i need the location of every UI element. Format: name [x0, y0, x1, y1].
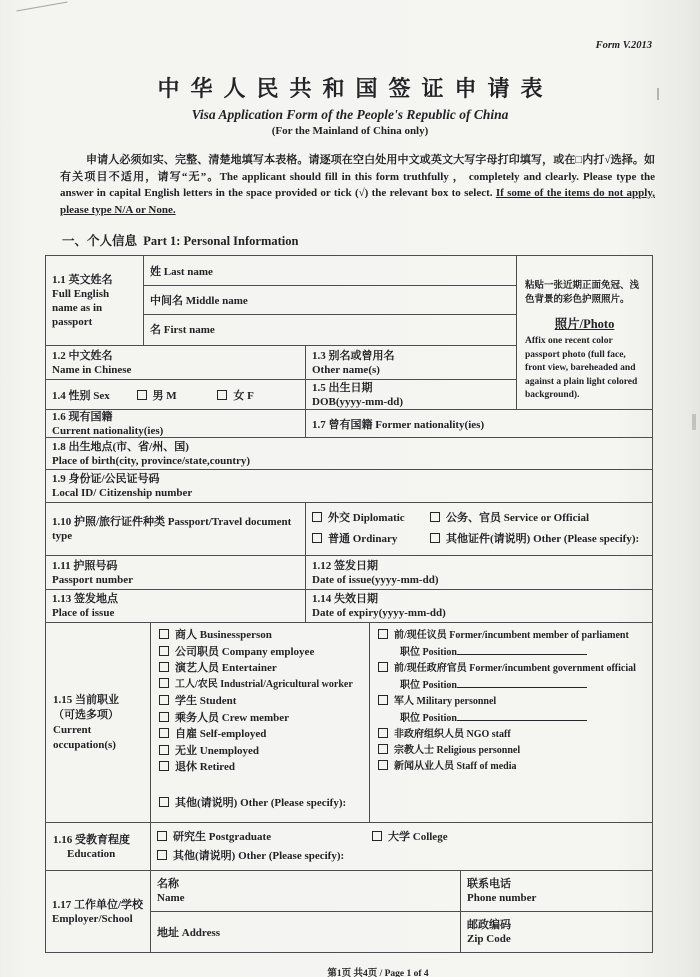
- military-position-field: 职位 Position: [378, 710, 646, 727]
- self-employed-checkbox-icon[interactable]: [159, 728, 169, 738]
- employer-phone-label-en: Phone number: [467, 892, 537, 904]
- field-1-3-label-cn: 1.3 别名或曾用名: [312, 349, 395, 362]
- company-employee-checkbox-icon[interactable]: [159, 646, 169, 656]
- field-1-16-label-cn: 1.16 受教育程度: [53, 833, 130, 846]
- field-1-9-label-en: Local ID/ Citizenship number: [52, 487, 193, 499]
- position-input-line[interactable]: [457, 644, 587, 655]
- scan-artifact: [657, 88, 659, 100]
- employer-zip-cell[interactable]: [460, 912, 652, 952]
- education-options: [150, 823, 652, 870]
- option-industrial-worker[interactable]: 工人/农民 Industrial/Agricultural worker: [159, 677, 365, 694]
- employer-name-cell[interactable]: [151, 871, 460, 911]
- postgraduate-checkbox-icon[interactable]: [157, 831, 167, 841]
- employer-address-label: 地址 Address: [157, 927, 221, 939]
- field-1-15-label-en2: occupation(s): [53, 738, 116, 751]
- crew-member-checkbox-icon[interactable]: [159, 712, 169, 722]
- middle-name-label: 中间名 Middle name: [150, 295, 248, 307]
- option-college[interactable]: 大学 College: [372, 830, 448, 845]
- field-1-8-label-cn: 1.8 出生地点(市、省/州、国): [52, 440, 189, 453]
- instructions-na-note: If some of the items do not apply, please type N/A or None.: [60, 187, 655, 216]
- sex-cell: [46, 380, 305, 409]
- field-1-17-label-cn: 1.17 工作单位/学校: [52, 898, 144, 911]
- option-postgraduate[interactable]: 研究生 Postgraduate: [157, 830, 372, 845]
- photo-note-en: Affix one recent color passport photo (full face, front view, bareheaded and against a plain light colored background).: [525, 336, 638, 400]
- passport-number-cell[interactable]: [46, 556, 305, 589]
- scan-artifact: [692, 414, 696, 430]
- option-ngo-staff[interactable]: 非政府组织人员 NGO staff: [378, 727, 646, 743]
- document-type-options: [305, 503, 652, 555]
- personal-info-table: [45, 255, 653, 953]
- option-other-occupation[interactable]: 其他(请说明) Other (Please specify):: [159, 795, 365, 812]
- option-member-of-parliament[interactable]: 前/现任议员 Former/incumbent member of parliament: [378, 628, 646, 644]
- name-chinese-cell[interactable]: [46, 346, 305, 379]
- other-education-checkbox-icon[interactable]: [157, 850, 167, 860]
- male-checkbox-icon[interactable]: [137, 390, 147, 400]
- date-of-expiry-cell[interactable]: [305, 590, 652, 622]
- field-1-12-label-en: Date of issue(yyyy-mm-dd): [312, 573, 439, 586]
- parliament-checkbox-icon[interactable]: [378, 629, 388, 639]
- field-1-5-label-cn: 1.5 出生日期: [312, 381, 373, 394]
- option-crew-member[interactable]: 乘务人员 Crew member: [159, 710, 365, 727]
- field-1-17-label-en: Employer/School: [52, 912, 133, 925]
- field-1-14-label-en: Date of expiry(yyyy-mm-dd): [312, 607, 446, 619]
- entertainer-checkbox-icon[interactable]: [159, 662, 169, 672]
- media-checkbox-icon[interactable]: [378, 760, 388, 770]
- employer-phone-cell[interactable]: [460, 871, 652, 911]
- last-name-label: 姓 Last name: [150, 265, 213, 278]
- page-number: 第1页 共4页 / Page 1 of 4: [327, 969, 429, 977]
- field-1-4-label: 1.4 性别 Sex: [52, 389, 110, 402]
- field-1-14-label-cn: 1.14 失效日期: [312, 593, 378, 605]
- ordinary-checkbox-icon[interactable]: [312, 533, 322, 543]
- former-nationality-cell[interactable]: [305, 410, 652, 437]
- place-of-birth-cell[interactable]: [46, 438, 652, 469]
- employer-zip-label-en: Zip Code: [467, 933, 511, 945]
- option-staff-of-media[interactable]: 新闻从业人员 Staff of media: [378, 759, 646, 775]
- position-input-line[interactable]: [457, 677, 587, 688]
- field-1-15-label-cn2: （可选多项）: [53, 708, 119, 721]
- option-businessperson[interactable]: 商人 Businessperson: [159, 627, 365, 644]
- option-unemployed[interactable]: 无业 Unemployed: [159, 743, 365, 760]
- field-1-16-label-en: Education: [67, 847, 116, 860]
- option-company-employee[interactable]: 公司职员 Company employee: [159, 644, 365, 661]
- field-1-1-label-cn: 1.1 英文姓名: [52, 273, 113, 286]
- filling-instructions: [60, 152, 655, 218]
- field-1-2-label-cn: 1.2 中文姓名: [52, 349, 113, 362]
- religious-checkbox-icon[interactable]: [378, 744, 388, 754]
- instructions-english: The applicant should fill in this form truthfully ， completely and clearly. Please type the answer in capital English letters in the space provided or tick (√) the relevant box to select.: [60, 170, 655, 199]
- dob-cell[interactable]: [305, 380, 516, 409]
- other-names-cell[interactable]: [305, 346, 516, 379]
- employer-name-label-en: Name: [157, 892, 185, 904]
- field-1-15-label-en1: Current: [53, 723, 92, 736]
- student-checkbox-icon[interactable]: [159, 695, 169, 705]
- option-religious-personnel[interactable]: 宗教人士 Religious personnel: [378, 743, 646, 759]
- form-version-label: Form V.2013: [595, 40, 652, 51]
- field-1-6-label-en: Current nationality(ies): [52, 424, 164, 437]
- field-1-17-label: [46, 871, 150, 952]
- field-1-13-label-en: Place of issue: [52, 607, 115, 619]
- first-name-cell[interactable]: [144, 314, 516, 343]
- form-title-chinese: 中华人民共和国签证申请表: [157, 76, 554, 101]
- official-position-field: 职位 Position: [378, 677, 646, 694]
- position-input-line[interactable]: [457, 710, 587, 721]
- sex-male-option[interactable]: [137, 390, 177, 402]
- first-name-label: 名 First name: [150, 324, 215, 336]
- date-of-issue-cell[interactable]: [305, 556, 652, 589]
- industrial-worker-checkbox-icon[interactable]: [159, 678, 169, 688]
- field-1-2-label-en: Name in Chinese: [52, 363, 132, 376]
- field-1-10-label: 1.10 护照/旅行证件种类 Passport/Travel document type: [52, 516, 292, 542]
- field-1-13-label-cn: 1.13 签发地点: [52, 593, 118, 605]
- instructions-chinese: 申请人必须如实、完整、清楚地填写本表格。请逐项在空白处用中文或英文大写字母打印填写，或在□内打√选择。如有关项目不适用，请写“无”。: [60, 154, 655, 183]
- parliament-position-field: 职位 Position: [378, 644, 646, 661]
- option-other-document[interactable]: 其他证件(请说明) Other (Please specify):: [430, 532, 639, 547]
- employer-phone-label-cn: 联系电话: [467, 878, 511, 890]
- option-ordinary[interactable]: 普通 Ordinary: [312, 532, 430, 547]
- option-government-official[interactable]: 前/现任政府官员 Former/incumbent government official: [378, 661, 646, 677]
- last-name-cell[interactable]: [144, 256, 516, 285]
- photo-note-cn: 粘贴一张近期正面免冠、浅色背景的彩色护照照片。: [525, 281, 640, 305]
- local-id-cell[interactable]: [46, 470, 652, 502]
- diplomatic-checkbox-icon[interactable]: [312, 512, 322, 522]
- option-military-personnel[interactable]: 军人 Military personnel: [378, 694, 646, 710]
- rows-1-1-to-1-5: [46, 256, 516, 409]
- middle-name-cell[interactable]: [144, 285, 516, 314]
- employer-zip-label-cn: 邮政编码: [467, 919, 511, 931]
- field-1-11-label-cn: 1.11 护照号码: [52, 559, 118, 572]
- photo-box[interactable]: [516, 256, 652, 409]
- businessperson-checkbox-icon[interactable]: [159, 629, 169, 639]
- field-1-15-label-cn: 1.15 当前职业: [53, 693, 119, 706]
- option-self-employed[interactable]: 自雇 Self-employed: [159, 726, 365, 743]
- field-1-15-label: [46, 623, 150, 822]
- employer-name-label-cn: 名称: [157, 878, 179, 890]
- section1-heading-en: Part 1: Personal Information: [143, 234, 299, 248]
- section1-heading: [62, 231, 700, 249]
- field-1-12-label-cn: 1.12 签发日期: [312, 559, 378, 572]
- field-1-16-label: [46, 823, 150, 870]
- field-1-1-label-en: Full English name as in passport: [52, 287, 110, 328]
- form-scope-note: (For the Mainland of China only): [271, 125, 429, 137]
- unemployed-checkbox-icon[interactable]: [159, 745, 169, 755]
- sex-female-option[interactable]: [217, 390, 253, 402]
- option-diplomatic[interactable]: 外交 Diplomatic: [312, 511, 430, 526]
- ngo-checkbox-icon[interactable]: [378, 728, 388, 738]
- field-1-1-label: [46, 256, 143, 345]
- field-1-9-label-cn: 1.9 身份证/公民证号码: [52, 473, 160, 485]
- military-checkbox-icon[interactable]: [378, 695, 388, 705]
- female-checkbox-icon[interactable]: [217, 390, 227, 400]
- photo-title: 照片/Photo: [554, 317, 615, 331]
- field-1-11-label-en: Passport number: [52, 573, 133, 586]
- retired-checkbox-icon[interactable]: [159, 761, 169, 771]
- field-1-3-label-en: Other name(s): [312, 363, 380, 376]
- option-student[interactable]: 学生 Student: [159, 693, 365, 710]
- field-1-7-label: 1.7 曾有国籍 Former nationality(ies): [312, 418, 485, 431]
- option-service-official[interactable]: 公务、官员 Service or Official: [430, 511, 589, 526]
- current-nationality-cell[interactable]: [46, 410, 305, 437]
- college-checkbox-icon[interactable]: [372, 831, 382, 841]
- option-other-education[interactable]: 其他(请说明) Other (Please specify):: [157, 849, 344, 864]
- place-of-issue-cell[interactable]: [46, 590, 305, 622]
- other-document-checkbox-icon[interactable]: [430, 533, 440, 543]
- option-retired[interactable]: 退休 Retired: [159, 759, 365, 776]
- field-1-6-label-cn: 1.6 现有国籍: [52, 410, 113, 423]
- other-occupation-checkbox-icon[interactable]: [159, 797, 169, 807]
- male-label: 男 M: [152, 389, 177, 402]
- occupation-options-right: [369, 623, 652, 822]
- government-official-checkbox-icon[interactable]: [378, 662, 388, 672]
- female-label: 女 F: [233, 389, 254, 402]
- field-1-8-label-en: Place of birth(city, province/state,country): [52, 454, 251, 467]
- option-entertainer[interactable]: 演艺人员 Entertainer: [159, 660, 365, 677]
- section1-heading-cn: 一、个人信息: [62, 234, 138, 248]
- occupation-options-left: [150, 623, 369, 822]
- field-1-5-label-en: DOB(yyyy-mm-dd): [312, 395, 404, 408]
- employer-address-cell[interactable]: [151, 912, 460, 952]
- service-official-checkbox-icon[interactable]: [430, 512, 440, 522]
- form-title-english: Visa Application Form of the People's Republic of China: [191, 107, 509, 122]
